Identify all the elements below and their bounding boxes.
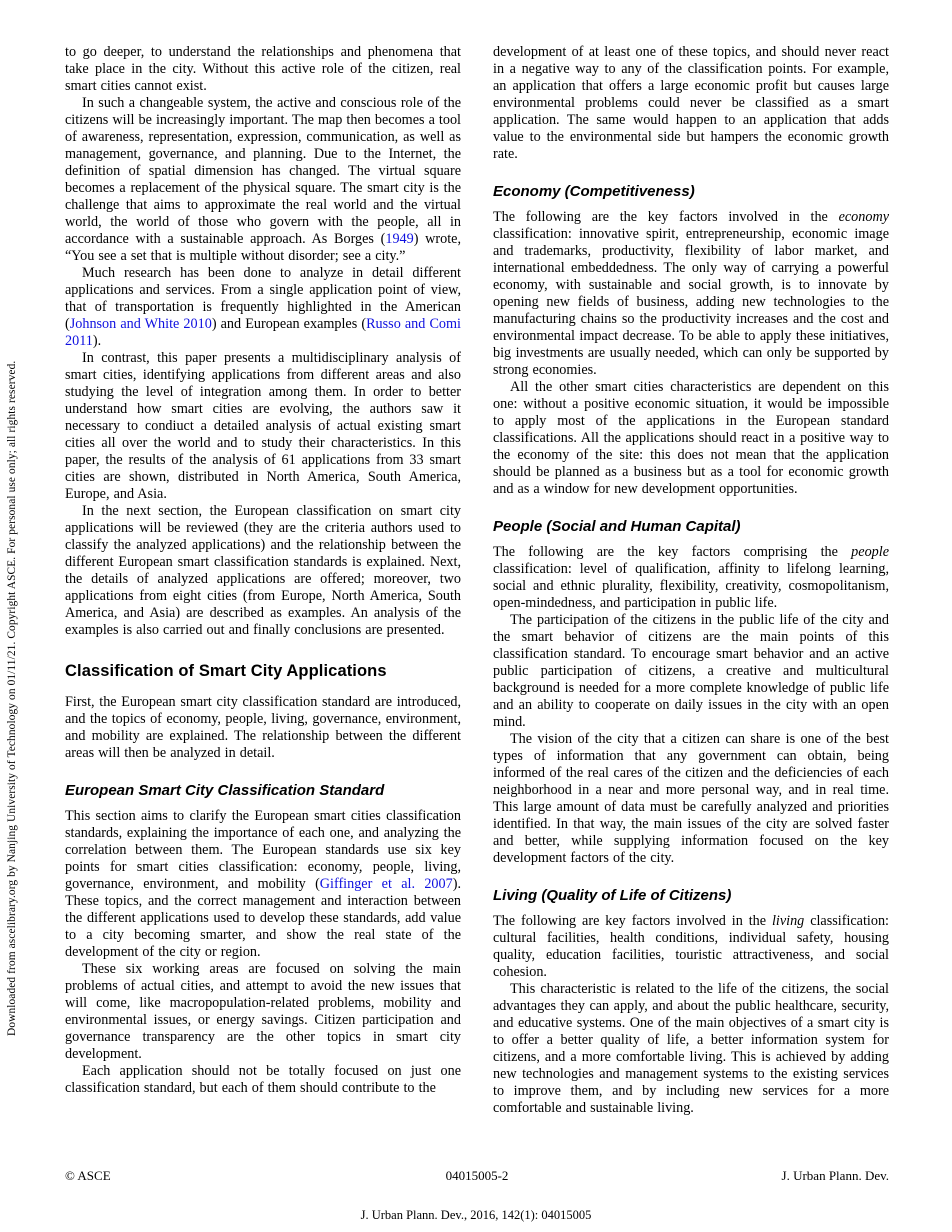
citation-link[interactable]: Giffinger et al. 2007 [319, 876, 453, 892]
paragraph: Each application should not be totally focused on just one classification standard, but each of them should contribute to the [65, 1063, 461, 1096]
citation-link[interactable]: 1949 [385, 231, 414, 247]
paragraph: to go deeper, to understand the relationships and phenomena that take place in the city. Without this active role of the citizen, real smart cities cannot exist. [65, 44, 461, 94]
italic-term: people [851, 544, 889, 560]
paragraph: This characteristic is related to the life of the citizens, the social advantages they can apply, and about the public healthcare, security, and educative systems. One of the main objectives of a smart city is to offer a better quality of life, a better information system for citizens, and a more comfortable living. This is achieved by adding new technologies and management systems to the existing services to improve them, and by including new services for a more comfortable and sustainable living. [493, 981, 889, 1116]
bottom-citation: J. Urban Plann. Dev., 2016, 142(1): 04015005 [360, 1208, 592, 1222]
paragraph: The vision of the city that a citizen can share is one of the best types of information that any government can obtain, being informed of the real cares of the citizen and the deficiencies of each neighborhood in a near and more personal way, and in real time. This large amount of data must be carefully analyzed and priorities identified. In that way, the main issues of the city are solved faster and better, while supplying information focused on the key development factors of the city. [493, 731, 889, 866]
subsection-heading: Economy (Competitiveness) [493, 183, 695, 200]
page-footer [65, 1168, 889, 1184]
paragraph: In such a changeable system, the active and conscious role of the citizens will be increasingly important. The map then becomes a tool of awareness, representation, expression, communication, as well as management, governance, and planning. Due to the Internet, the definition of spatial dimension has changed. The virtual square becomes a replacement of the physical square. The smart city is the challenge that aims to approximate the real world and the virtual world, the world of those who govern with the people, all in accordance with a sustainable approach. As Borges (1949) wrote, “You see a set that is multiple without disorder; see a city.” [65, 95, 461, 264]
paragraph: In the next section, the European classification on smart city applications will be reviewed (they are the criteria authors used to classify the analyzed applications) and the relationship between the different European smart classification standards is explained. Next, the details of analyzed applications are offered; moreover, two applications from eight cities (from Europe, North America, South America, and Asia) are described as examples. An analysis of the examples is also carried out and finally conclusions are presented. [65, 503, 461, 638]
paragraph: development of at least one of these topics, and should never react in a negative way to any of the classification points. For example, an application that offers a large economic profit but causes large environmental problems could never be classified as a smart application. The same would happen to an application that adds value to the environmental side but hampers the economic growth rate. [493, 44, 889, 162]
subsection-heading: Living (Quality of Life of Citizens) [493, 887, 732, 904]
paragraph: The following are the key factors involved in the economy classification: innovative spirit, entrepreneurship, economic image and trademarks, productivity, flexibility of labor market, and international embeddedness. The only way of carrying a powerful economy, with sustainable and social growth, is to innovate by opening new fields of business, adding new technologies to the manufacturing chains so the productivity increases and the cost and environmental impact decrease. To be able to apply these initiatives, big investments are usually needed, which can only be supported by strong economies. [493, 209, 889, 378]
footer-page-number: 04015005-2 [445, 1168, 509, 1183]
section-heading: Classification of Smart City Applications [65, 662, 387, 680]
paragraph: First, the European smart city classification standard are introduced, and the topics of economy, people, living, governance, environment, and mobility are explained. The relationship between the different areas will then be analyzed in detail. [65, 694, 461, 761]
subsection-heading: European Smart City Classification Standard [65, 782, 385, 799]
right-column [493, 44, 889, 1117]
footer-copyright: © ASCE [65, 1168, 111, 1183]
paragraph: This section aims to clarify the European smart cities classification standards, explaining the importance of each one, and analyzing the correlation between them. The European standards use six key points for smart cities classification: economy, people, living, governance, environment, and mobility (Giffinger et al. 2007). These topics, and the correct management and interaction between the different applications used to develop these standards, add value to a city becoming smarter, and show the real state of the development of the city or region. [65, 808, 461, 960]
left-column [65, 44, 461, 1117]
paragraph: The following are key factors involved in the living classification: cultural facilities, health conditions, individual safety, housing quality, education facilities, touristic attractiveness, and social cohesion. [493, 913, 889, 980]
download-attribution-note: Downloaded from ascelibrary.org by Nanjing University of Technology on 01/11/21. Copyright ASCE. For personal use only; all rights reserved. [6, 360, 18, 1036]
article-body [65, 44, 889, 1117]
footer-journal-name: J. Urban Plann. Dev. [781, 1168, 890, 1183]
paragraph: These six working areas are focused on solving the main problems of actual cities, and attempt to avoid the new issues that will come, like macropopulation-related problems, mobility and environmental issues, or energy savings. Citizen participation and governance transparency are the other topics in smart city development. [65, 961, 461, 1062]
paragraph: All the other smart cities characteristics are dependent on this one: without a positive economic situation, it would be impossible to apply most of the applications in the European standard classifications. All the applications should react in a positive way to the economy of the site: this does not mean that the application should be planned as a business but as a tool for economic growth and as a window for new development opportunities. [493, 379, 889, 497]
citation-link[interactable]: Russo and Comi 2011 [65, 316, 462, 349]
subsection-heading: People (Social and Human Capital) [493, 518, 741, 535]
paragraph: In contrast, this paper presents a multidisciplinary analysis of smart cities, identifying applications from different areas and also studying the level of integration among them. In order to better understand how smart cities are evolving, the authors saw it necessary to condiuct a detailed analysis of actual existing smart cities all over the world and to study their characteristics. In this paper, the results of the analysis of 61 applications from 33 smart cities are shown, distributed in North America, South America, Europe, and Asia. [65, 350, 461, 502]
citation-link[interactable]: Johnson and White 2010 [69, 316, 212, 332]
paragraph: Much research has been done to analyze in detail different applications and services. From a single application point of view, that of transportation is frequently highlighted in the American (Johnson and White 2010) and European examples (Russo and Comi 2011). [65, 265, 462, 349]
paragraph: The participation of the citizens in the public life of the city and the smart behavior of citizens are the main points of this classification standard. To encourage smart behavior and an active public participation of citizens, a creative and multicultural background is needed for a more complete knowledge of public life and an ability to cooperate on daily issues in the city with an open mind. [493, 612, 889, 730]
paragraph: The following are the key factors comprising the people classification: level of qualification, affinity to lifelong learning, social and ethnic plurality, flexibility, creativity, cosmopolitanism, open-mindedness, and participation in public life. [493, 544, 889, 611]
italic-term: living [771, 913, 805, 929]
italic-term: economy [838, 209, 889, 225]
